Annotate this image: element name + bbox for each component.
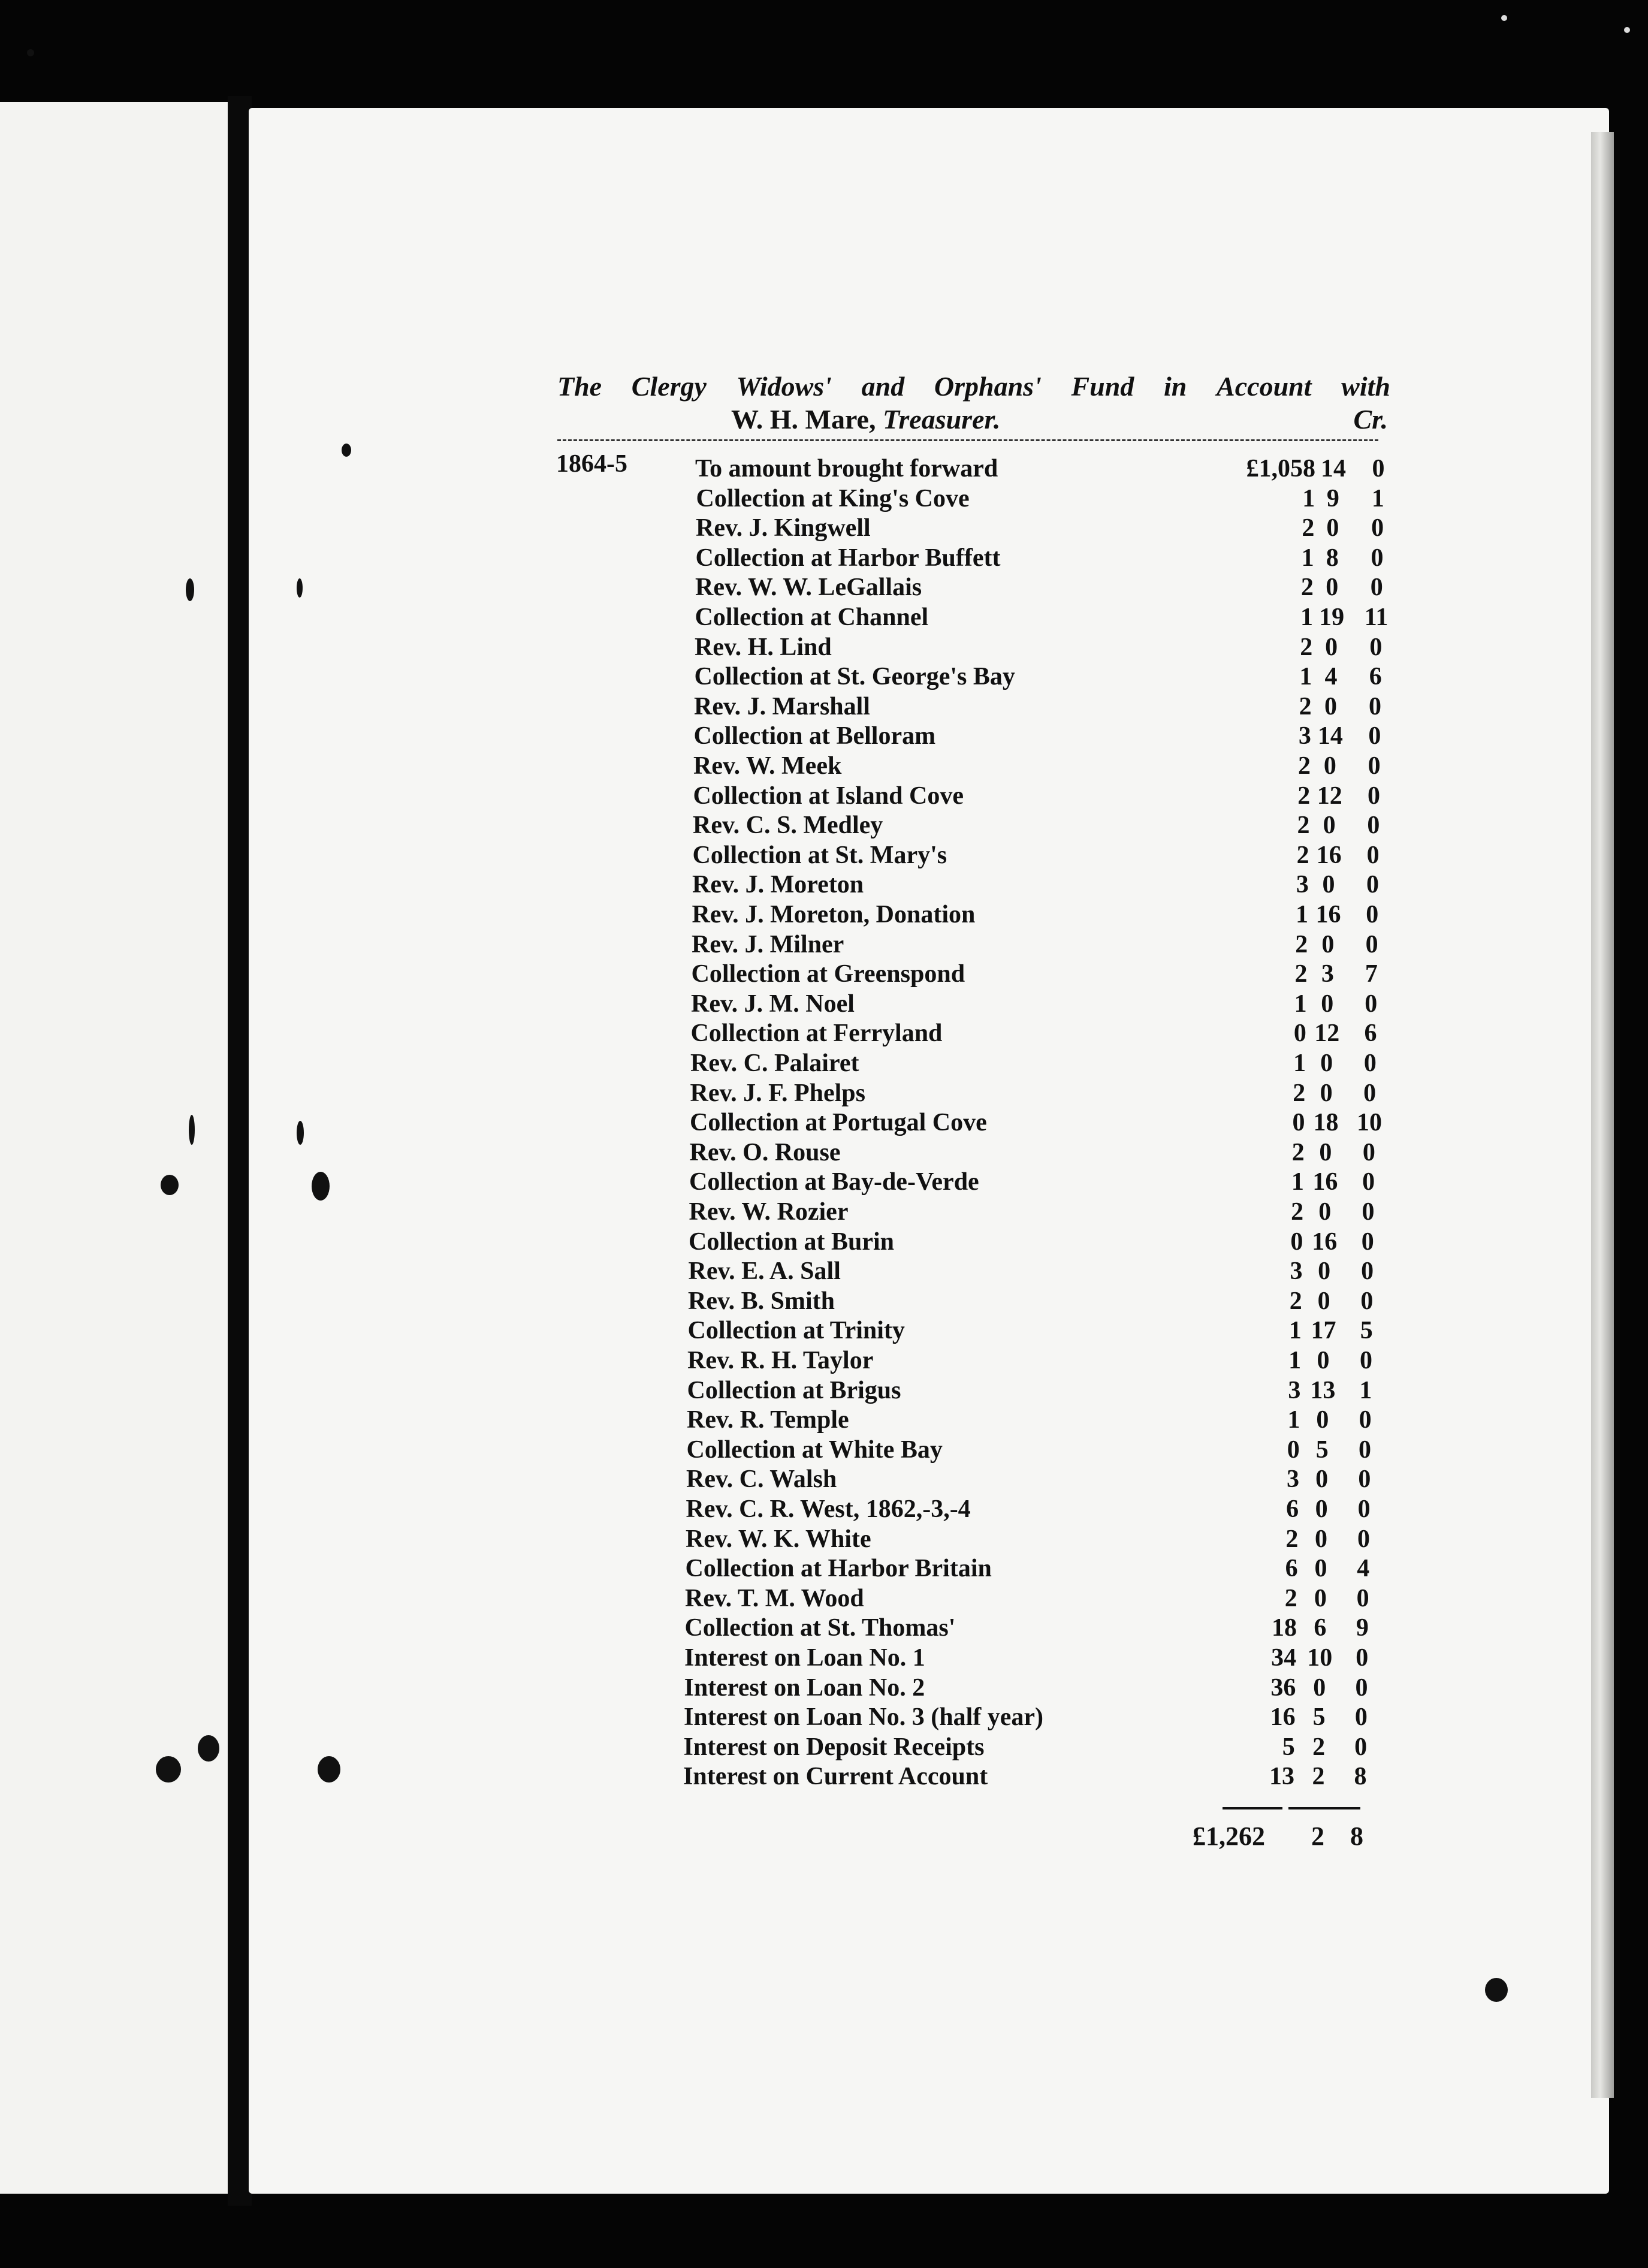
account-header [557, 370, 1390, 438]
entry-shillings: 0 [1316, 1406, 1329, 1434]
entry-pence: 0 [1362, 1138, 1375, 1166]
ledger-row [0, 930, 1648, 960]
entry-description: Rev. R. H. Taylor [687, 1347, 874, 1374]
entry-pence: 6 [1364, 1020, 1377, 1048]
entry-description: Rev. B. Smith [688, 1287, 835, 1315]
ledger-row [0, 1554, 1648, 1584]
entry-pence: 0 [1370, 574, 1383, 602]
entry-pence: 0 [1357, 1525, 1370, 1553]
entry-pence: 0 [1358, 1465, 1371, 1494]
entry-description: Collection at Trinity [687, 1317, 905, 1345]
entry-pounds: 5 [1282, 1733, 1295, 1761]
entry-pence: 0 [1361, 1257, 1374, 1286]
header-word: in [1164, 371, 1187, 402]
entry-description: Collection at Bay-de-Verde [689, 1168, 979, 1196]
entry-description: Rev. H. Lind [695, 633, 832, 661]
entry-pounds: 34 [1271, 1644, 1297, 1672]
ledger-row [0, 811, 1648, 841]
entry-description: Rev. R. Temple [687, 1406, 849, 1434]
entry-shillings: 0 [1320, 1049, 1333, 1077]
entry-description: Collection at Ferryland [690, 1020, 943, 1048]
entry-shillings: 17 [1311, 1317, 1336, 1345]
entry-pounds: 1 [1302, 484, 1315, 512]
ledger-row [0, 1108, 1648, 1138]
entry-shillings: 0 [1320, 1079, 1333, 1107]
entry-shillings: 0 [1314, 1555, 1327, 1583]
entry-shillings: 4 [1324, 663, 1338, 691]
entry-pounds: 2 [1291, 1138, 1305, 1166]
entry-pence: 0 [1363, 1049, 1377, 1077]
header-word: Clergy [631, 371, 707, 402]
ink-blot [1501, 15, 1507, 21]
entry-pence: 0 [1366, 901, 1379, 928]
ledger-row [0, 1019, 1648, 1049]
entry-description: Interest on Deposit Receipts [683, 1733, 985, 1761]
entry-pounds: 1 [1294, 990, 1307, 1018]
ledger-row [0, 1406, 1648, 1435]
header-word: Fund [1071, 371, 1134, 402]
entry-shillings: 0 [1313, 1673, 1326, 1702]
header-word: Account [1217, 371, 1312, 402]
ledger-row [0, 573, 1648, 603]
ledger-row [0, 1643, 1648, 1673]
ledger-row [0, 782, 1648, 812]
entry-pence: 0 [1360, 1287, 1374, 1315]
entry-description: Rev. E. A. Sall [688, 1257, 841, 1286]
entry-description: Collection at Brigus [687, 1376, 901, 1404]
entry-pounds: 6 [1285, 1555, 1298, 1583]
entry-description: Rev. J. M. Noel [691, 990, 855, 1018]
entry-shillings: 0 [1318, 1198, 1332, 1226]
entry-pence: 0 [1366, 871, 1379, 899]
entry-pence: 0 [1359, 1435, 1371, 1464]
entry-pounds: 18 [1271, 1614, 1297, 1642]
entry-pounds: 2 [1296, 841, 1309, 869]
entry-shillings: 14 [1321, 455, 1346, 482]
entry-pounds: 1 [1291, 1168, 1304, 1196]
entry-shillings: 9 [1326, 484, 1339, 512]
entry-shillings: 0 [1325, 633, 1338, 661]
entry-pence: 0 [1363, 1079, 1377, 1107]
ink-blot [27, 49, 34, 56]
header-rule [557, 439, 1378, 441]
entry-shillings: 0 [1317, 1347, 1330, 1374]
entry-pounds: 3 [1288, 1376, 1301, 1404]
ledger-row [0, 603, 1648, 633]
header-word: Widows' [736, 371, 832, 402]
entry-pence: 0 [1366, 841, 1380, 869]
entry-shillings: 0 [1323, 812, 1336, 840]
entry-shillings: 6 [1314, 1614, 1327, 1642]
entry-pence: 6 [1369, 663, 1382, 691]
entry-description: Rev. J. Milner [692, 930, 844, 958]
entry-description: Collection at Portugal Cove [690, 1109, 987, 1137]
entry-shillings: 0 [1321, 990, 1334, 1018]
ledger-row [0, 633, 1648, 663]
header-word: Orphans' [934, 371, 1042, 402]
entry-pence: 11 [1364, 604, 1389, 631]
entry-pounds: 3 [1296, 871, 1309, 899]
ledger-row [0, 1079, 1648, 1109]
entry-shillings: 0 [1318, 1257, 1331, 1286]
entry-pounds: 2 [1285, 1525, 1299, 1553]
entry-pence: 0 [1362, 1168, 1375, 1196]
entry-pence: 0 [1371, 514, 1384, 542]
entry-pence: 9 [1356, 1614, 1369, 1642]
total-pence: 8 [1350, 1821, 1363, 1851]
entry-shillings: 0 [1317, 1287, 1330, 1315]
entry-pence: 0 [1368, 722, 1381, 750]
entry-pounds: 2 [1302, 514, 1315, 542]
entry-description: Collection at Harbor Britain [685, 1555, 992, 1583]
entry-description: Rev. J. Kingwell [696, 514, 871, 542]
entry-shillings: 0 [1323, 752, 1336, 780]
ledger-row [0, 841, 1648, 871]
entry-shillings: 0 [1315, 1495, 1328, 1523]
entry-pence: 0 [1360, 1347, 1373, 1374]
entry-shillings: 13 [1310, 1376, 1336, 1404]
entry-pounds: 1 [1300, 604, 1314, 631]
ledger-row [0, 1613, 1648, 1643]
ledger-row [0, 1257, 1648, 1287]
entry-pence: 0 [1365, 990, 1378, 1018]
entry-pence: 0 [1354, 1733, 1368, 1761]
ledger-row [0, 1228, 1648, 1257]
entry-description: Interest on Loan No. 1 [684, 1644, 925, 1672]
entry-pounds: 2 [1300, 574, 1314, 602]
entry-shillings: 2 [1312, 1763, 1325, 1791]
entry-pence: 0 [1369, 692, 1382, 720]
entry-pounds: 3 [1298, 722, 1311, 750]
treasurer-name: W. H. Mare, [731, 404, 876, 435]
entry-pounds: 1 [1299, 663, 1312, 691]
ledger-row [0, 752, 1648, 782]
entry-pence: 10 [1357, 1109, 1382, 1137]
entry-pence: 7 [1365, 960, 1378, 988]
ledger-row [0, 1525, 1648, 1555]
entry-description: Interest on Current Account [683, 1763, 988, 1791]
entry-pounds: 2 [1300, 633, 1313, 661]
ledger-row [0, 960, 1648, 990]
ledger-row [0, 722, 1648, 752]
entry-pence: 0 [1362, 1198, 1375, 1226]
entry-shillings: 16 [1316, 841, 1342, 869]
ledger-row [0, 1287, 1648, 1317]
entry-pounds: 1 [1287, 1406, 1300, 1434]
ledger-row [0, 662, 1648, 692]
entry-pounds: 13 [1269, 1763, 1294, 1791]
ledger-row [0, 1435, 1648, 1465]
entry-pounds: 1 [1301, 544, 1314, 572]
entry-description: Rev. C. Palairet [690, 1049, 859, 1077]
ledger-row [0, 1346, 1648, 1376]
entry-description: Collection at St. Thomas' [684, 1614, 956, 1642]
entry-pounds: 2 [1291, 1198, 1304, 1226]
entry-shillings: 12 [1317, 782, 1342, 810]
ledger-row [0, 1138, 1648, 1168]
header-word: The [557, 371, 602, 402]
ledger-row [0, 454, 1648, 484]
ledger-row [0, 1584, 1648, 1614]
entry-pounds: 6 [1286, 1495, 1299, 1523]
entry-pounds: £1,058 [1246, 455, 1315, 482]
ledger-row [0, 1762, 1648, 1792]
ledger-row [0, 484, 1648, 514]
entry-pounds: 2 [1298, 752, 1311, 780]
entry-pence: 0 [1369, 633, 1383, 661]
account-year: 1864-5 [556, 450, 627, 478]
entry-description: Collection at White Bay [686, 1435, 943, 1464]
entry-shillings: 0 [1314, 1584, 1327, 1612]
entry-pounds: 3 [1290, 1257, 1303, 1286]
entry-shillings: 5 [1315, 1435, 1329, 1464]
entry-pounds: 2 [1295, 930, 1308, 958]
total-shillings: 2 [1311, 1821, 1324, 1851]
entry-description: Rev. J. Marshall [694, 692, 870, 720]
entry-pence: 0 [1372, 455, 1385, 482]
total-rule-pounds [1223, 1807, 1282, 1809]
entry-shillings: 16 [1312, 1228, 1338, 1256]
entry-pence: 0 [1359, 1406, 1372, 1434]
ledger-row [0, 1673, 1648, 1703]
entry-pounds: 0 [1293, 1020, 1306, 1048]
entry-pounds: 2 [1294, 960, 1308, 988]
entry-pounds: 0 [1292, 1109, 1305, 1137]
entry-pounds: 0 [1287, 1435, 1300, 1464]
ledger-row [0, 1376, 1648, 1406]
entry-shillings: 19 [1319, 604, 1345, 631]
entry-description: Collection at Greenspond [691, 960, 965, 988]
entry-shillings: 0 [1326, 514, 1339, 542]
entry-description: To amount brought forward [695, 455, 998, 482]
entry-description: Collection at King's Cove [696, 484, 970, 512]
entry-shillings: 5 [1312, 1703, 1326, 1732]
ledger-row [0, 1049, 1648, 1079]
entry-shillings: 0 [1315, 1525, 1328, 1553]
entry-description: Collection at Belloram [693, 722, 936, 750]
entry-pounds: 2 [1297, 812, 1310, 840]
entry-shillings: 14 [1317, 722, 1343, 750]
entry-description: Rev. J. Moreton, Donation [692, 901, 976, 928]
ledger-row [0, 544, 1648, 574]
entry-description: Rev. W. K. White [686, 1525, 871, 1553]
entry-description: Rev. W. Rozier [689, 1198, 849, 1226]
header-title [557, 370, 1390, 402]
total-rule-shillings [1288, 1807, 1360, 1809]
entry-description: Rev. O. Rouse [689, 1138, 841, 1166]
entry-pence: 0 [1365, 930, 1378, 958]
entry-pence: 0 [1355, 1673, 1368, 1702]
entry-description: Rev. W. Meek [693, 752, 842, 780]
entry-shillings: 0 [1319, 1138, 1332, 1166]
treasurer-title: Treasurer. [882, 404, 1001, 435]
entry-shillings: 0 [1326, 574, 1339, 602]
entry-pence: 4 [1357, 1555, 1370, 1583]
ledger-row [0, 1198, 1648, 1228]
entry-shillings: 2 [1312, 1733, 1326, 1761]
entry-pence: 0 [1368, 782, 1380, 810]
entry-pence: 0 [1354, 1703, 1368, 1732]
entry-description: Rev. C. R. West, 1862,-3,-4 [686, 1495, 971, 1523]
entry-pounds: 2 [1297, 782, 1311, 810]
entry-description: Interest on Loan No. 3 (half year) [684, 1703, 1044, 1732]
total-pounds: £1,262 [1193, 1821, 1265, 1851]
entry-description: Rev. J. F. Phelps [690, 1079, 865, 1107]
entry-shillings: 0 [1322, 871, 1335, 899]
entry-pounds: 1 [1296, 901, 1309, 928]
ledger-row [0, 1495, 1648, 1525]
entry-pounds: 36 [1270, 1673, 1296, 1702]
entry-description: Rev. W. W. LeGallais [695, 574, 922, 602]
entry-description: Rev. C. Walsh [686, 1465, 837, 1494]
entry-pence: 0 [1361, 1228, 1374, 1256]
ledger-row [0, 1703, 1648, 1733]
entry-description: Collection at St. Mary's [692, 841, 947, 869]
ledger-row [0, 1168, 1648, 1198]
entry-shillings: 3 [1321, 960, 1334, 988]
entry-description: Interest on Loan No. 2 [684, 1673, 925, 1702]
ledger-row [0, 514, 1648, 544]
ledger-row [0, 990, 1648, 1020]
entry-pence: 0 [1356, 1644, 1369, 1672]
entry-shillings: 0 [1315, 1465, 1329, 1494]
ink-blot [1485, 1978, 1508, 2002]
entry-pence: 0 [1357, 1495, 1371, 1523]
ledger-row [0, 692, 1648, 722]
entry-pence: 1 [1371, 484, 1384, 512]
entry-pounds: 2 [1293, 1079, 1306, 1107]
entry-pence: 5 [1360, 1317, 1373, 1345]
header-word: and [861, 371, 905, 402]
ink-blot [1624, 27, 1630, 33]
entry-pounds: 1 [1288, 1347, 1302, 1374]
entry-pounds: 2 [1289, 1287, 1302, 1315]
entry-shillings: 18 [1313, 1109, 1339, 1137]
entry-shillings: 16 [1315, 901, 1341, 928]
entry-pence: 0 [1367, 812, 1380, 840]
entry-shillings: 0 [1324, 692, 1337, 720]
entry-shillings: 12 [1314, 1020, 1340, 1048]
ledger-row [0, 1733, 1648, 1763]
entry-description: Collection at Channel [695, 604, 929, 631]
ledger-row [0, 900, 1648, 930]
ledger-row [0, 1316, 1648, 1346]
entry-shillings: 8 [1326, 544, 1339, 572]
entry-pounds: 2 [1299, 692, 1312, 720]
entry-shillings: 0 [1321, 930, 1335, 958]
entry-pounds: 2 [1284, 1584, 1297, 1612]
ledger-row [0, 1465, 1648, 1495]
entry-pence: 0 [1368, 752, 1381, 780]
entry-shillings: 10 [1307, 1644, 1333, 1672]
entry-pounds: 16 [1270, 1703, 1296, 1732]
entry-pounds: 0 [1290, 1228, 1303, 1256]
entry-pounds: 1 [1293, 1049, 1306, 1077]
entry-shillings: 16 [1312, 1168, 1338, 1196]
entry-pence: 8 [1354, 1763, 1367, 1791]
entry-description: Collection at St. George's Bay [694, 663, 1015, 691]
treasurer-line [731, 403, 1000, 435]
entry-pence: 0 [1356, 1584, 1369, 1612]
entry-description: Collection at Island Cove [693, 782, 964, 810]
entry-pence: 0 [1371, 544, 1384, 572]
entry-description: Rev. T. M. Wood [685, 1584, 864, 1612]
entry-description: Rev. C. S. Medley [693, 812, 883, 840]
credit-label: Cr. [1353, 404, 1388, 435]
entry-description: Rev. J. Moreton [692, 871, 864, 899]
entry-pence: 1 [1359, 1376, 1372, 1404]
ledger-row [0, 870, 1648, 900]
header-word: with [1341, 371, 1390, 402]
entry-pounds: 3 [1286, 1465, 1299, 1494]
entry-pounds: 1 [1288, 1317, 1302, 1345]
entry-description: Collection at Harbor Buffett [695, 544, 1001, 572]
entry-description: Collection at Burin [689, 1228, 894, 1256]
